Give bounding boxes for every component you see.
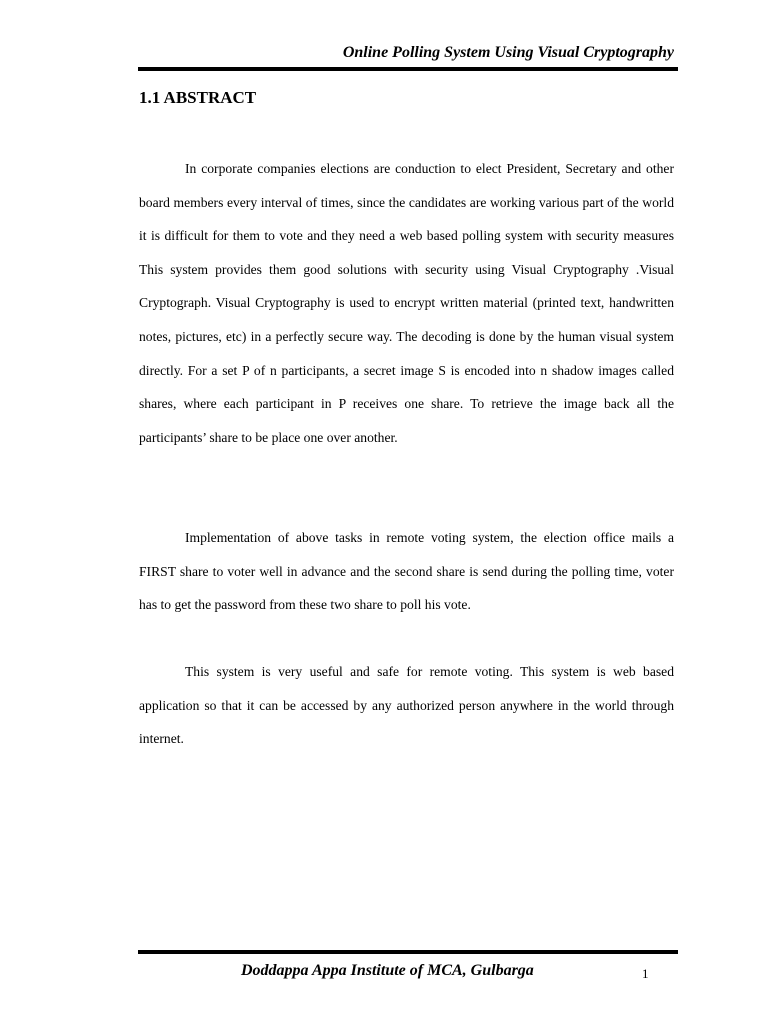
footer-institute: Doddappa Appa Institute of MCA, Gulbarga <box>241 962 534 979</box>
abstract-paragraph-3: This system is very useful and safe for remote voting. This system is web based application so that it can be accessed by any authorized person anywhere in the world through internet. <box>139 664 674 747</box>
footer-rule <box>138 950 678 954</box>
running-header-title: Online Polling System Using Visual Cryptography <box>342 44 674 61</box>
page-number: 1 <box>642 966 649 981</box>
header-rule <box>138 67 678 71</box>
abstract-paragraph-2: Implementation of above tasks in remote voting system, the election office mails a FIRST share to voter well in advance and the second share is send during the polling time, voter has to get the password from these two share to poll his vote. <box>139 530 674 613</box>
section-heading: 1.1 ABSTRACT <box>139 88 257 107</box>
abstract-paragraph-1: In corporate companies elections are conduction to elect President, Secretary and other board members every interval of times, since the candidates are working various part of the world it is difficult for them to vote and they need a web based polling system with security measures This system provides them good solutions with security using Visual Cryptography .Visual Cryptograph. Visual Cryptography is used to encrypt written material (printed text, handwritten notes, pictures, etc) in a perfectly secure way. The decoding is done by the human visual system directly. For a set P of n participants, a secret image S is encoded into n shadow images called shares, where each participant in P receives one share. To retrieve the image back all the participants’ share to be place one over another. <box>139 161 674 445</box>
